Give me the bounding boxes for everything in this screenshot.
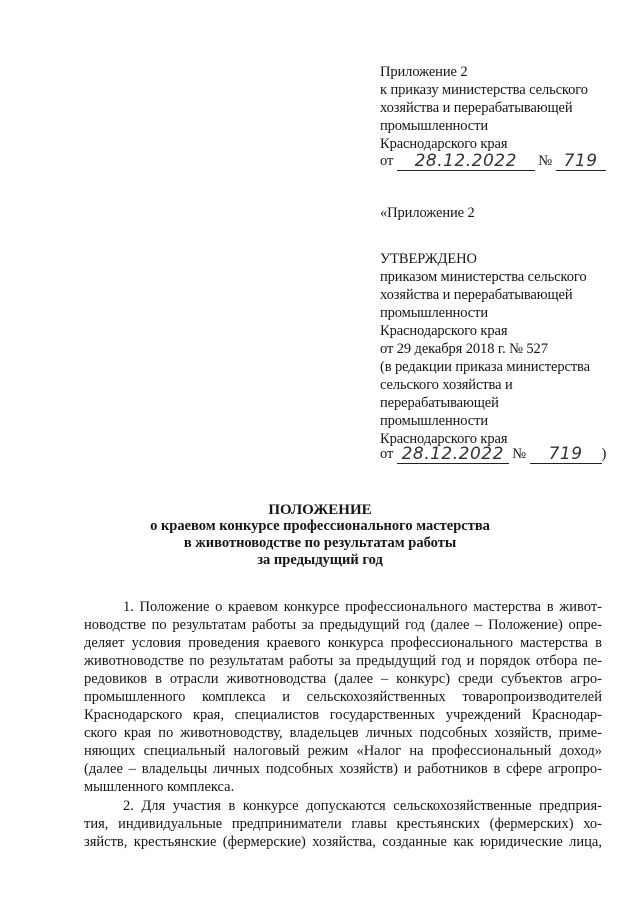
appendix-line: хозяйства и перерабатывающей	[380, 100, 573, 116]
text-line: зяйств, крестьянские (фермерские) хозяйства, созданные как юридические лица,	[84, 834, 602, 850]
approved-line: приказом министерства сельского	[380, 269, 587, 285]
appendix-line: Краснодарского края	[380, 136, 508, 152]
text-line: няющих специальный налоговый режим «Налог на профессиональный доход»	[84, 743, 602, 759]
closing-paren: )	[601, 446, 607, 462]
approved-line: от 29 декабря 2018 г. № 527	[380, 341, 548, 357]
handwritten-date: 28.12.2022	[397, 445, 509, 464]
text-line: редовиков в отрасли животноводства (далее – конкурс) среди субъектов агро-	[84, 671, 602, 687]
title-line: за предыдущий год	[257, 552, 383, 568]
text-line: 2. Для участия в конкурсе допускаются сельскохозяйственные предприя-	[123, 798, 602, 814]
approved-line: хозяйства и перерабатывающей	[380, 287, 573, 303]
approved-label: УТВЕРЖДЕНО	[380, 251, 477, 267]
approved-line: Краснодарского края	[380, 431, 508, 447]
document-heading: ПОЛОЖЕНИЕ	[268, 502, 372, 518]
amendment-date-line	[380, 445, 606, 464]
appendix-line: промышленности	[380, 118, 489, 134]
date-prefix: от	[380, 153, 394, 169]
text-line: ского края по животноводству, владельцев личных подсобных хозяйств, приме-	[84, 725, 602, 741]
date-prefix: от	[380, 446, 394, 462]
prior-appendix-title: «Приложение 2	[380, 205, 475, 221]
approved-line: (в редакции приказа министерства	[380, 359, 590, 375]
appendix-line: к приказу министерства сельского	[380, 82, 588, 98]
approved-line: промышленности	[380, 413, 489, 429]
text-line: (далее – владельцы личных подсобных хозяйств) и работников в сфере агропро-	[84, 761, 602, 777]
text-line: новодстве по результатам работы за предыдущий год (далее – Положение) опре-	[84, 617, 602, 633]
text-line: мышленного комплекса.	[84, 779, 235, 795]
handwritten-number: 719	[556, 152, 606, 171]
handwritten-number: 719	[530, 445, 602, 464]
text-line: животноводстве по результатам работы за предыдущий год и порядок отбора пе-	[84, 653, 602, 669]
number-prefix: №	[538, 153, 553, 169]
text-line: Краснодарского края, специалистов государственных учреждений Краснодар-	[84, 707, 602, 723]
approved-line: Краснодарского края	[380, 323, 508, 339]
approved-line: перерабатывающей	[380, 395, 499, 411]
text-line: тия, индивидуальные предприниматели главы крестьянских (фермерских) хо-	[84, 816, 602, 832]
order-date-line	[380, 152, 606, 171]
text-line: промышленного комплекса и сельскохозяйственных товаропроизводителей	[84, 689, 602, 705]
approved-line: промышленности	[380, 305, 489, 321]
title-line: в животноводстве по результатам работы	[183, 535, 457, 551]
text-line: 1. Положение о краевом конкурсе профессионального мастерства в живот-	[123, 599, 602, 615]
appendix-title: Приложение 2	[380, 64, 468, 80]
text-line: деляет условия проведения краевого конкурса профессионального мастерства в	[84, 635, 602, 651]
handwritten-date: 28.12.2022	[397, 152, 535, 171]
title-line: о краевом конкурсе профессионального мастерства	[150, 518, 490, 534]
number-prefix: №	[512, 446, 527, 462]
approved-line: сельского хозяйства и	[380, 377, 513, 393]
